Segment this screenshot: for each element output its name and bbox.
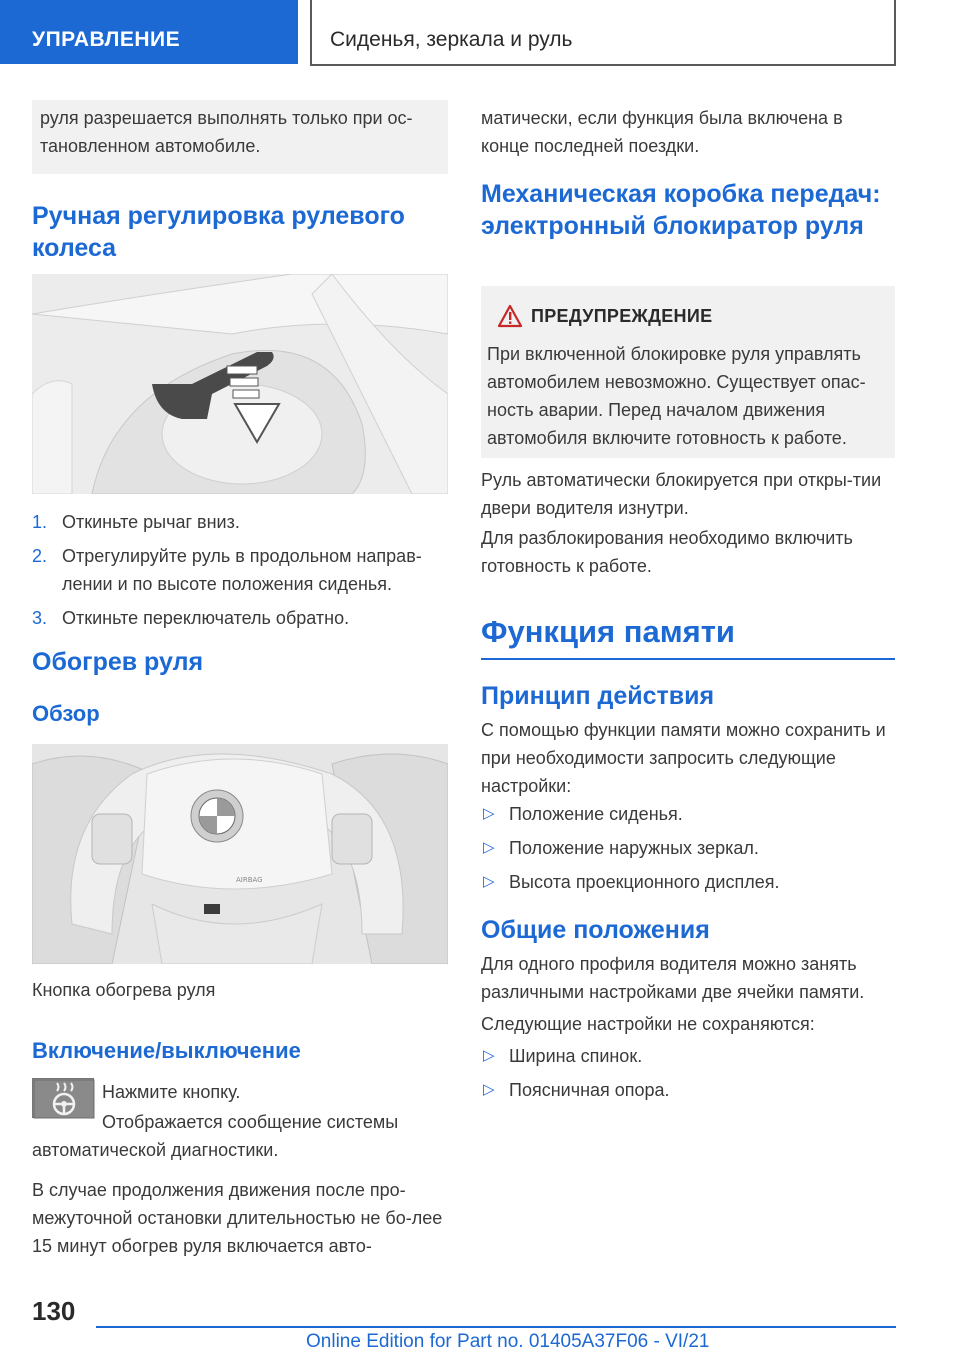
airbag-label: AIRBAG xyxy=(236,876,263,884)
memory-title: Функция памяти xyxy=(481,614,735,649)
not-saved-text: Следующие настройки не сохраняются: xyxy=(481,1014,815,1034)
overview-title: Обзор xyxy=(32,701,100,726)
list-item xyxy=(481,800,895,828)
adjust-steps-list xyxy=(32,508,448,632)
warning-title: ПРЕДУПРЕЖДЕНИЕ xyxy=(531,306,713,326)
list-item xyxy=(32,542,448,598)
list-item xyxy=(481,1076,895,1104)
step-number: 1. xyxy=(32,512,48,532)
list-item xyxy=(32,604,448,632)
bullet-triangle-icon: ▷ xyxy=(483,873,495,890)
on-off-title: Включение/выключение xyxy=(32,1038,301,1063)
continue-text: В случае продолжения движения после про-межуточной остановки длительностью не бо-лее 15 минут обогрев руля включается авто- xyxy=(32,1180,443,1256)
press-button-text: Нажмите кнопку. xyxy=(102,1082,241,1102)
general-text: Для одного профиля водителя можно занять различными настройками две ячейки памяти. xyxy=(481,954,865,1002)
section-divider xyxy=(481,658,895,660)
general-title: Общие положения xyxy=(481,916,710,944)
list-item-text: Высота проекционного дисплея. xyxy=(509,872,780,892)
message-text: Отображается сообщение системы автоматической диагностики. xyxy=(32,1112,399,1160)
warning-title-row xyxy=(487,306,887,336)
step-number: 3. xyxy=(32,608,48,628)
steering-wheel-illustration xyxy=(32,744,448,964)
steering-wheel-image xyxy=(32,744,448,964)
not-saved-list xyxy=(481,1042,895,1104)
heating-title: Обогрев руля xyxy=(32,648,204,676)
step-number: 2. xyxy=(32,546,48,566)
lock-title: Механическая коробка передач: электронный блокиратор руля xyxy=(481,180,881,240)
list-item-text: Положение наружных зеркал. xyxy=(509,838,759,858)
list-item xyxy=(481,868,895,896)
page-number: 130 xyxy=(32,1296,76,1326)
step-text: Отрегулируйте руль в продольном направ-лении и по высоте положения сиденья. xyxy=(62,546,422,594)
principle-list xyxy=(481,800,895,896)
chapter-title: Сиденья, зеркала и руль xyxy=(310,0,896,66)
footer-divider xyxy=(96,1326,896,1328)
bullet-triangle-icon: ▷ xyxy=(483,1081,495,1098)
warning-box xyxy=(481,286,895,458)
image-caption: Кнопка обогрева руля xyxy=(32,980,216,1000)
edition-text: Online Edition for Part no. 01405A37F06 - VI/21 xyxy=(306,1331,710,1352)
continued-text: матически, если функция была включена в конце последней поездки. xyxy=(481,108,843,156)
bullet-triangle-icon: ▷ xyxy=(483,805,495,822)
step-text: Откиньте рычаг вниз. xyxy=(62,512,240,532)
steering-lever-illustration xyxy=(32,274,448,494)
steering-lever-image xyxy=(32,274,448,494)
page-header xyxy=(0,0,960,66)
warning-text: При включенной блокировке руля управлять автомобилем невозможно. Существует опас-ность аварии. Перед началом движения автомобиля включите готовность к работе. xyxy=(487,344,866,448)
list-item-text: Положение сиденья. xyxy=(509,804,683,824)
lock-paragraph-2: Для разблокирования необходимо включить готовность к работе. xyxy=(481,528,853,576)
section-tab: УПРАВЛЕНИЕ xyxy=(0,0,298,64)
manual-adjust-title: Ручная регулировка рулевого колеса xyxy=(32,202,405,262)
list-item-text: Поясничная опора. xyxy=(509,1080,670,1100)
principle-title: Принцип действия xyxy=(481,682,715,710)
step-text: Откиньте переключатель обратно. xyxy=(62,608,350,628)
list-item xyxy=(481,1042,895,1070)
list-item-text: Ширина спинок. xyxy=(509,1046,643,1066)
list-item xyxy=(32,508,448,536)
bullet-triangle-icon: ▷ xyxy=(483,839,495,856)
note-box: руля разрешается выполнять только при ос-тановленном автомобиле. xyxy=(32,100,448,174)
list-item xyxy=(481,834,895,862)
principle-text: С помощью функции памяти можно сохранить и при необходимости запросить следующие настройки: xyxy=(481,720,886,796)
warning-triangle-icon xyxy=(497,304,523,328)
lock-paragraph-1: Руль автоматически блокируется при откры-тии двери водителя изнутри. xyxy=(481,470,882,518)
bullet-triangle-icon: ▷ xyxy=(483,1047,495,1064)
